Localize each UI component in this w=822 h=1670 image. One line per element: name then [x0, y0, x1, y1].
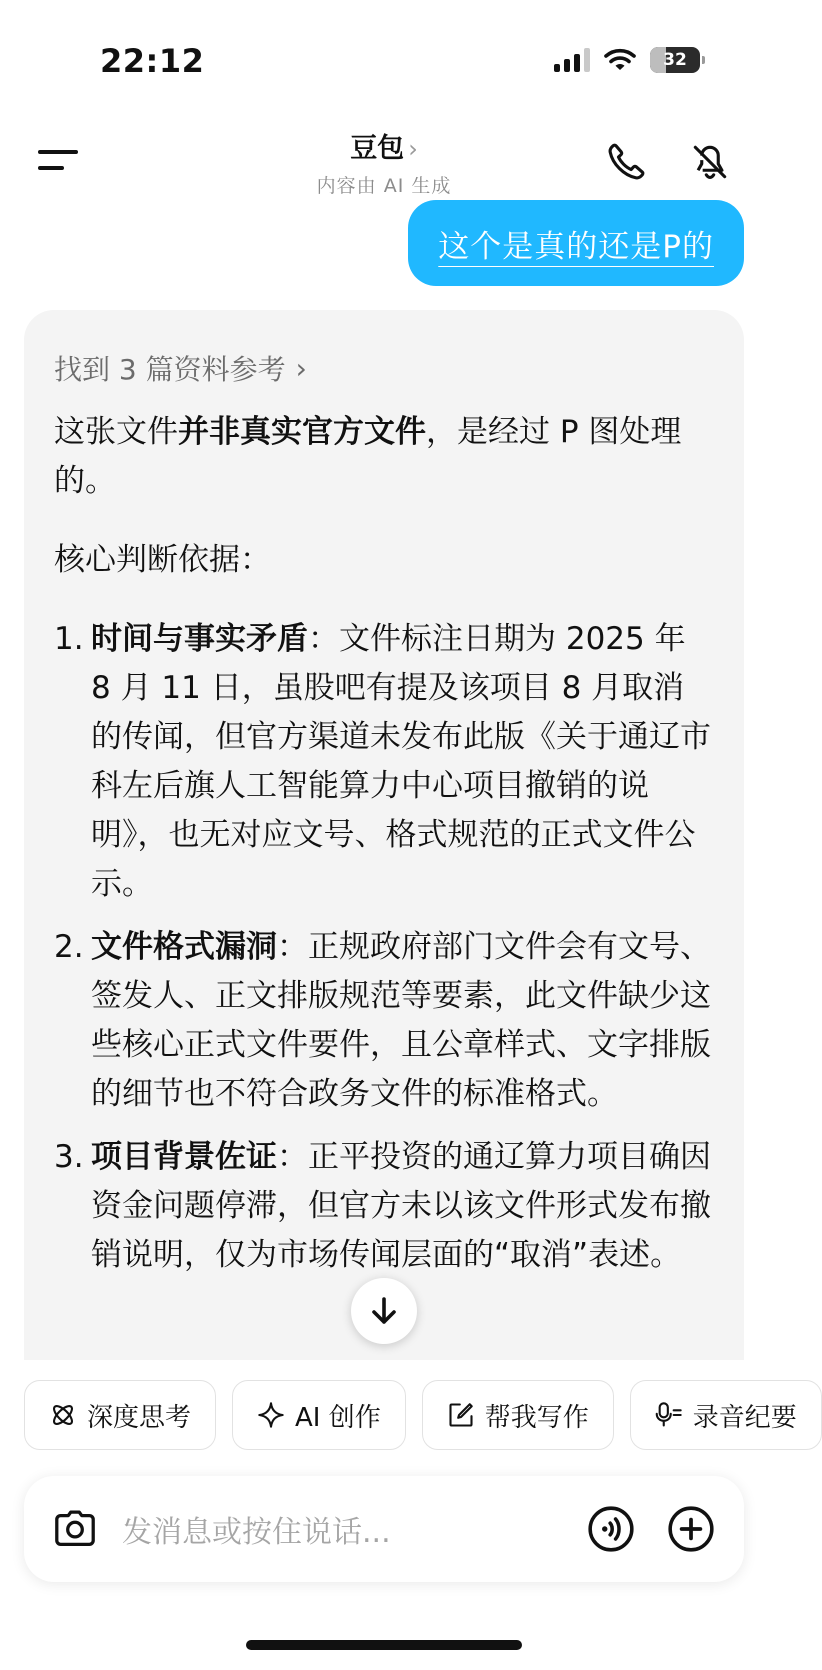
point-title: 时间与事实矛盾	[91, 621, 308, 657]
message-input[interactable]: 发消息或按住说话...	[122, 1515, 391, 1550]
ai-response-card	[24, 310, 744, 1360]
edit-icon	[447, 1401, 475, 1429]
point-title: 文件格式漏洞	[91, 929, 277, 965]
battery-level: 32	[663, 50, 687, 70]
response-heading: 核心判断依据：	[54, 542, 271, 578]
mic-icon	[655, 1401, 683, 1429]
sparkle-icon	[257, 1401, 285, 1429]
list-item: 3. 项目背景佐证：正平投资的通辽算力项目确因资金问题停滞，但官方未以该文件形式发布撤销说明，仅为市场传闻层面的“取消”表述。	[54, 1139, 711, 1273]
references-link[interactable]	[54, 346, 714, 390]
home-indicator	[246, 1640, 522, 1650]
chevron-right-icon: ›	[408, 135, 418, 163]
chip-ai-create[interactable]: AI 创作	[232, 1380, 406, 1450]
point-title: 项目背景佐证	[91, 1139, 277, 1175]
status-time: 22:12	[100, 42, 205, 80]
response-points	[54, 615, 714, 1280]
quick-action-chips	[24, 1380, 822, 1450]
list-item: 1. 时间与事实矛盾：文件标注日期为 2025 年 8 月 11 日，虽股吧有提及该项目 8 月取消的传闻，但官方渠道未发布此版《关于通辽市科左后旗人工智能算力中心项目撤销的说明》，也无对应文号、格式规范的正式文件公示。	[54, 621, 711, 902]
references-label[interactable]: 找到 3 篇资料参考	[54, 353, 286, 386]
arrow-down-icon	[370, 1296, 398, 1326]
status-icons	[554, 46, 700, 74]
point-text: ：文件标注日期为 2025 年 8 月 11 日，虽股吧有提及该项目 8 月取消的传闻，但官方渠道未发布此版《关于通辽市科左后旗人工智能算力中心项目撤销的说明》，也无对应文号、格式规范的正式文件公示。	[91, 621, 711, 902]
point-text: ：正平投资的通辽算力项目确因资金问题停滞，但官方未以该文件形式发布撤销说明，仅为市场传闻层面的“取消”表述。	[91, 1139, 711, 1273]
user-message-text: 这个是真的还是P的	[438, 228, 714, 265]
chevron-right-icon: ›	[295, 351, 307, 385]
list-item: 2. 文件格式漏洞：正规政府部门文件会有文号、签发人、正文排版规范等要素，此文件缺少这些核心正式文件要件，且公章样式、文字排版的细节也不符合政务文件的标准格式。	[54, 929, 711, 1112]
chip-recording-notes[interactable]: 录音纪要	[630, 1380, 822, 1450]
chip-deep-thinking[interactable]: 深度思考	[24, 1380, 216, 1450]
atom-icon	[49, 1401, 77, 1429]
chip-help-write[interactable]: 帮我写作	[422, 1380, 614, 1450]
phone-icon[interactable]	[604, 140, 648, 184]
point-text: ：正规政府部门文件会有文号、签发人、正文排版规范等要素，此文件缺少这些核心正式文件要件，且公章样式、文字排版的细节也不符合政务文件的标准格式。	[91, 929, 711, 1112]
add-icon[interactable]	[666, 1504, 716, 1554]
header-title[interactable]: 豆包	[350, 133, 405, 164]
camera-icon[interactable]	[52, 1506, 98, 1552]
intro-emphasis: 并非真实官方文件	[178, 414, 426, 450]
chat-header[interactable]	[0, 126, 768, 198]
speaker-muted-icon[interactable]	[688, 140, 732, 184]
voice-call-icon[interactable]	[586, 1504, 636, 1554]
battery-icon	[650, 47, 700, 73]
response-intro: 这张文件并非真实官方文件，是经过 P 图处理的。	[54, 414, 682, 499]
message-input-bar	[24, 1476, 744, 1582]
wifi-icon	[604, 48, 636, 72]
cellular-signal-icon	[554, 48, 590, 72]
user-message-bubble[interactable]	[408, 200, 744, 286]
header-subtitle: 内容由 AI 生成	[316, 175, 452, 197]
scroll-to-bottom-button[interactable]	[351, 1278, 417, 1344]
